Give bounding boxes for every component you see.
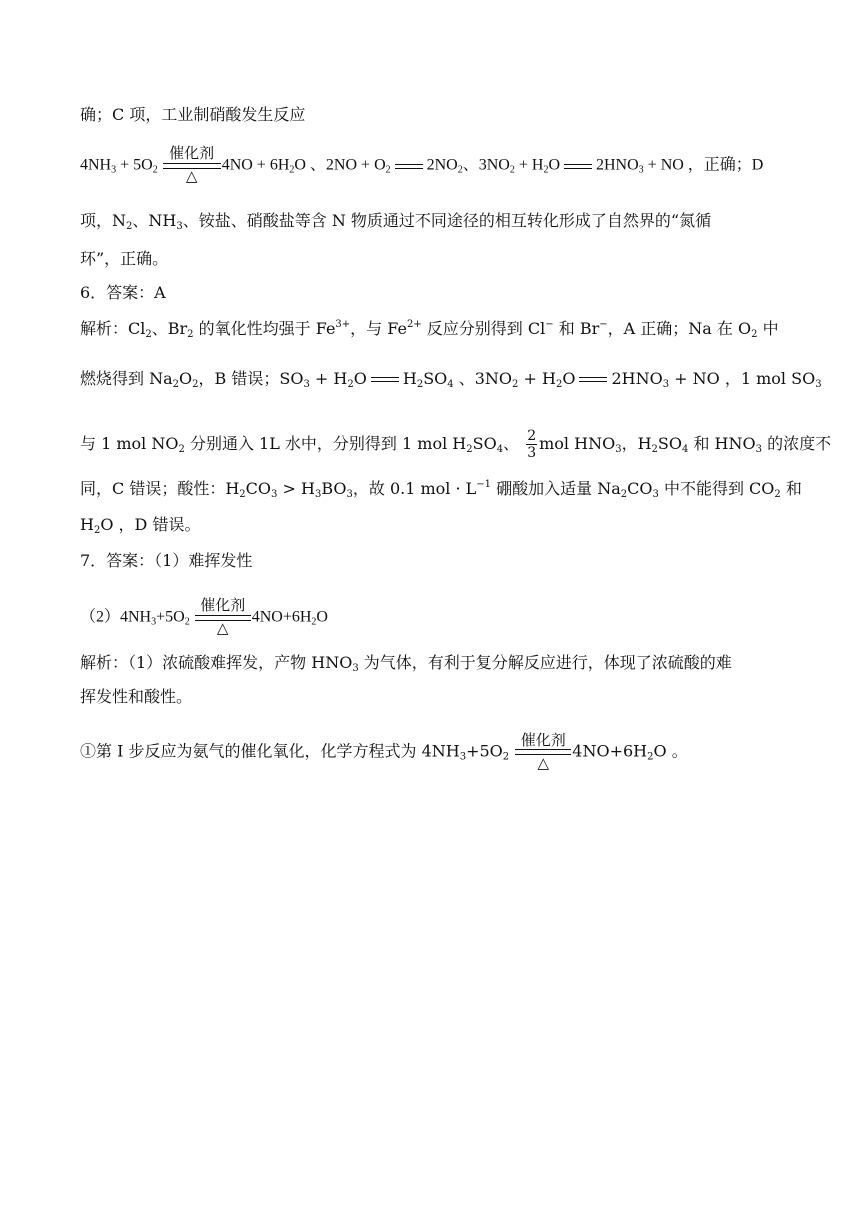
text-fragment: 和 HNO: [688, 434, 756, 453]
text-fragment: 3: [638, 164, 644, 176]
text-fragment: SO: [472, 434, 497, 453]
text-fragment: 4NO+6H: [251, 608, 312, 626]
text-fragment: 反应分别得到 Cl: [421, 319, 546, 338]
text-fragment: +5O: [156, 608, 185, 626]
text: 确；C 项，工业制硝酸发生反应: [80, 105, 306, 124]
text-fragment: −: [599, 319, 608, 330]
text-fragment: 项，N: [80, 211, 127, 230]
text-fragment: 2: [416, 379, 424, 390]
text-fragment: 与 1 mol NO: [80, 434, 179, 453]
text-fragment: ，与 Fe: [350, 319, 407, 338]
text-fragment: △: [216, 621, 229, 637]
text-line: [80, 514, 200, 536]
text-fragment: 2: [651, 444, 658, 455]
text-fragment: 2: [620, 489, 628, 500]
text-fragment: 2: [774, 489, 781, 500]
text-fragment: 2: [178, 444, 185, 455]
text-fragment: 2: [93, 525, 101, 536]
equals-sign: [371, 377, 399, 382]
text-fragment: 2: [126, 221, 133, 232]
text-fragment: 燃烧得到 Na: [80, 369, 173, 388]
text-fragment: 3: [755, 444, 762, 455]
text-fragment: + NO ，1 mol SO: [669, 369, 816, 388]
equation-line: [80, 598, 328, 638]
fraction: [526, 428, 537, 461]
text-fragment: 3: [652, 489, 659, 500]
text-fragment: 6．答案：A: [80, 283, 166, 302]
text-fragment: ①第 I 步反应为氨气的催化氧化，化学方程式为 4NH: [80, 741, 460, 761]
text-fragment: 2: [184, 616, 190, 628]
text-fragment: + H: [514, 156, 544, 174]
text-fragment: 4: [496, 444, 504, 455]
text-fragment: CO: [245, 479, 272, 498]
text-fragment: 3: [314, 489, 322, 500]
text-fragment: 的浓度不: [761, 434, 832, 453]
text-fragment: O: [179, 369, 193, 388]
text-fragment: ，H: [621, 434, 652, 453]
text-fragment: 3: [459, 751, 467, 763]
text-fragment: 2: [187, 329, 194, 340]
text-fragment: 催化剂: [520, 731, 566, 749]
text-fragment: 、3NO: [453, 369, 513, 388]
text-fragment: 的氧化性均强于 Fe: [193, 319, 336, 338]
text-line: [80, 210, 711, 232]
text-fragment: O: [316, 608, 328, 626]
text-fragment: 2: [647, 751, 654, 763]
text-fragment: 2: [311, 616, 317, 628]
text-fragment: 、NH: [132, 211, 177, 230]
text-fragment: 4: [447, 379, 454, 390]
text-fragment: O: [562, 369, 576, 388]
text-line: [80, 318, 779, 340]
text-fragment: 3: [151, 616, 157, 628]
answer-heading: [80, 550, 252, 572]
text-fragment: 、铵盐、硝酸盐等含 N 物质通过不同途径的相互转化形成了自然界的“氮循: [182, 211, 712, 230]
text-fragment: 3: [111, 164, 117, 176]
text-fragment: 3: [662, 379, 670, 390]
text-fragment: 2: [502, 751, 510, 763]
text-fragment: O ，D 错误。: [100, 515, 201, 534]
text-fragment: 催化剂: [169, 146, 215, 162]
text-line: [80, 428, 831, 461]
text-fragment: 分别通入 1L 水中，分别得到 1 mol H: [184, 434, 467, 453]
text-fragment: 2: [512, 379, 519, 390]
text-fragment: 和: [780, 479, 802, 498]
equals-sign: [564, 164, 592, 169]
text-line: [80, 686, 192, 708]
equation-line: [80, 146, 763, 186]
answer-heading: [80, 282, 166, 304]
text-fragment: △: [537, 754, 550, 772]
text-fragment: （2）4NH: [80, 608, 152, 626]
text-fragment: 环”，正确。: [80, 249, 169, 268]
text-line: [80, 248, 168, 270]
text-fragment: 、: [503, 434, 520, 453]
text-fragment: 2: [751, 329, 758, 340]
text-fragment: 2: [555, 379, 563, 390]
text-fragment: 硼酸加入适量 Na: [491, 479, 621, 498]
text-fragment: 2: [239, 489, 246, 500]
text-fragment: 4NO+6H: [572, 741, 648, 761]
text-fragment: 3: [176, 221, 183, 232]
text-fragment: 和 Br: [553, 319, 600, 338]
equals-sign: [395, 164, 423, 169]
text-fragment: H: [402, 369, 417, 388]
text-fragment: 2: [289, 164, 295, 176]
text-fragment: −: [545, 319, 554, 330]
text-fragment: > H: [277, 479, 315, 498]
text-fragment: 2: [457, 164, 463, 176]
text-fragment: 2: [543, 164, 549, 176]
text-fragment: H: [80, 515, 94, 534]
equals-sign: [579, 377, 607, 382]
text-fragment: O: [548, 156, 560, 174]
text-fragment: + 5O: [116, 156, 153, 174]
text-fragment: 2NO: [426, 156, 458, 174]
reaction-condition: [515, 732, 571, 772]
text-fragment: 3: [346, 489, 353, 500]
text-fragment: −1: [476, 479, 492, 490]
text-fragment: 2HNO: [611, 369, 663, 388]
text-fragment: 4NH: [80, 156, 112, 174]
text-line: [80, 478, 802, 500]
text-fragment: 解析：（1）浓硫酸难挥发，产物 HNO: [80, 653, 353, 672]
text-fragment: 2: [509, 164, 515, 176]
text-fragment: + H: [518, 369, 556, 388]
text-fragment: 4: [681, 444, 689, 455]
text-fragment: 2: [152, 164, 158, 176]
reaction-condition: [163, 146, 221, 186]
text-fragment: SO: [423, 369, 448, 388]
text-fragment: 3+: [335, 319, 351, 330]
text-fragment: 同，C 错误；酸性：H: [80, 479, 240, 498]
text-fragment: 为气体，有利于复分解反应进行，体现了浓硫酸的难: [358, 653, 732, 672]
text-fragment: SO: [657, 434, 682, 453]
text-line: [80, 368, 822, 390]
text-fragment: 中不能得到 CO: [658, 479, 775, 498]
text-fragment: O 、2NO + O: [294, 156, 386, 174]
text-fragment: 2: [172, 379, 180, 390]
text-fragment: +5O: [466, 741, 503, 761]
text-fragment: mol HNO: [539, 434, 616, 453]
text-line: [80, 652, 732, 674]
text-fragment: 2: [527, 428, 537, 444]
text-fragment: + NO ，正确；D: [643, 156, 764, 174]
text-fragment: O 。: [653, 741, 688, 761]
text-fragment: O: [353, 369, 367, 388]
text-fragment: 3: [271, 489, 278, 500]
text-fragment: 挥发性和酸性。: [80, 687, 193, 706]
text-line: [80, 732, 688, 772]
text-fragment: 3: [303, 379, 310, 390]
reaction-condition: [195, 598, 251, 638]
text-fragment: 2: [145, 329, 152, 340]
text-fragment: 2HNO: [596, 156, 639, 174]
text-fragment: 3: [615, 444, 622, 455]
text-fragment: 3: [527, 445, 537, 461]
text-fragment: 3: [352, 663, 359, 674]
text-fragment: 催化剂: [200, 598, 246, 614]
text-fragment: ，故 0.1 mol · L: [352, 479, 477, 498]
text-fragment: 中: [757, 319, 779, 338]
text-fragment: 2: [347, 379, 354, 390]
text-line: [80, 104, 305, 126]
text-fragment: 2: [192, 379, 199, 390]
text-fragment: 7．答案：（1）难挥发性: [80, 551, 253, 570]
text-fragment: ，A 正确；Na 在 O: [607, 319, 752, 338]
text-fragment: 3: [815, 379, 822, 390]
text-fragment: △: [185, 169, 198, 185]
text-fragment: CO: [627, 479, 653, 498]
text-fragment: BO: [321, 479, 347, 498]
text-fragment: 4NO + 6H: [221, 156, 290, 174]
text-fragment: 2: [385, 164, 391, 176]
text-fragment: 、Br: [151, 319, 188, 338]
text-fragment: 2: [466, 444, 473, 455]
text-fragment: 2+: [406, 319, 422, 330]
text-fragment: 解析：Cl: [80, 319, 146, 338]
text-fragment: 、3NO: [462, 156, 510, 174]
text-fragment: ，B 错误；SO: [198, 369, 304, 388]
text-fragment: + H: [309, 369, 348, 388]
